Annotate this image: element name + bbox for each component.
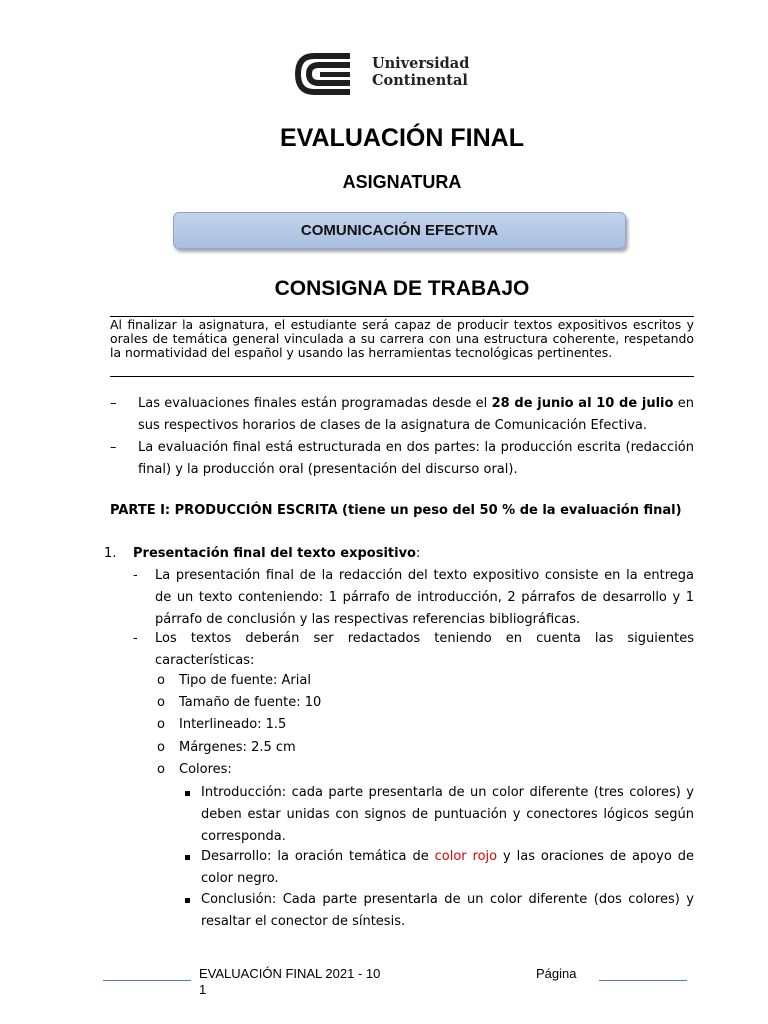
- circle-bullet: o: [157, 695, 165, 710]
- dash-marker: -: [133, 631, 138, 646]
- color-item-text: Desarrollo: la oración temática de: [201, 849, 435, 864]
- sub-bullet-presentation: [133, 565, 694, 631]
- color-item-text-end: y las oraciones de apoyo de color negro.: [201, 849, 694, 886]
- section-title: CONSIGNA DE TRABAJO: [274, 277, 530, 300]
- footer-label: EVALUACIÓN FINAL 2021 - 10: [199, 966, 381, 981]
- bullet-date-range: 28 de junio al 10 de julio: [491, 396, 674, 411]
- item-colon: :: [415, 546, 421, 561]
- red-highlight-text: color rojo: [434, 849, 498, 864]
- spec-text: Interlineado: 1.5: [179, 717, 287, 732]
- footer-left-rule: [103, 980, 191, 981]
- color-item-text: Introducción: cada parte presentarla de un color diferente (tres colores) y deben estar unidas con signos de puntuación y conectores lógicos según corresponda.: [201, 785, 694, 844]
- logo-line-2: Continental: [372, 72, 468, 89]
- course-name: COMUNICACIÓN EFECTIVA: [300, 222, 499, 239]
- spec-line-spacing: [157, 714, 286, 736]
- bullet-text: Las evaluaciones finales están programadas desde el: [138, 396, 492, 411]
- dash-marker: –: [110, 396, 117, 411]
- university-logo-text: [372, 55, 469, 89]
- bullet-structure: [110, 437, 694, 481]
- square-bullet-icon: [185, 791, 190, 796]
- logo-line-1: Universidad: [372, 55, 470, 72]
- color-item-text: Conclusión: Cada parte presentarla de un color diferente (dos colores) y resaltar el conector de síntesis.: [201, 892, 694, 929]
- spec-text: Colores:: [179, 762, 232, 777]
- item-title: Presentación final del texto expositivo: [133, 546, 416, 561]
- bullet-text: La evaluación final está estructurada en dos partes: la producción escrita (redacción final) y la producción oral (presentación del discurso oral).: [138, 440, 694, 477]
- dash-marker: -: [133, 568, 138, 583]
- sub-bullet-text: La presentación final de la redacción del texto expositivo consiste en la entrega de un texto conteniendo: 1 párrafo de introducción, 2 párrafos de desarrollo y 1 párrafo de conclusión y las respectivas referencias bibliográficas.: [155, 568, 694, 627]
- learning-outcome-text: Al finalizar la asignatura, el estudiante será capaz de producir textos expositivos escritos y orales de temática general vinculada a su carrera con una estructura coherente, respetando la normatividad del español y usando las herramientas tecnológicas pertinentes.: [110, 317, 694, 361]
- sub-bullet-text: Los textos deberán ser redactados teniendo en cuenta las siguientes características:: [155, 631, 694, 668]
- item-title-row: [133, 543, 420, 565]
- spec-colors: [157, 759, 232, 781]
- color-intro-item: [183, 782, 694, 848]
- subject-label: ASIGNATURA: [342, 172, 462, 192]
- circle-bullet: o: [157, 740, 165, 755]
- color-development-item: [183, 846, 694, 890]
- spec-font-type: [157, 670, 311, 692]
- spec-font-size: [157, 692, 321, 714]
- footer-right-rule: [599, 980, 687, 981]
- circle-bullet: o: [157, 717, 165, 732]
- bullet-schedule: [110, 393, 694, 437]
- square-bullet-icon: [185, 898, 190, 903]
- sub-bullet-format: [133, 628, 694, 672]
- document-title: EVALUACIÓN FINAL: [280, 124, 524, 152]
- square-bullet-icon: [185, 855, 190, 860]
- bullet-text-end: en sus respectivos horarios de clases de la asignatura de Comunicación Efectiva.: [138, 396, 694, 433]
- footer-page-number: 1: [199, 982, 207, 997]
- course-name-box: [173, 212, 626, 249]
- dash-marker: –: [110, 440, 117, 455]
- circle-bullet: o: [157, 673, 165, 688]
- spec-text: Tipo de fuente: Arial: [179, 673, 311, 688]
- spec-text: Tamaño de fuente: 10: [179, 695, 322, 710]
- intro-bottom-rule: [110, 376, 694, 377]
- spec-text: Márgenes: 2.5 cm: [179, 740, 296, 755]
- spec-margins: [157, 737, 296, 759]
- circle-bullet: o: [157, 762, 165, 777]
- color-conclusion-item: [183, 889, 694, 933]
- item-number: 1.: [104, 546, 117, 561]
- part-one-heading: PARTE I: PRODUCCIÓN ESCRITA (tiene un peso del 50 % de la evaluación final): [110, 503, 682, 518]
- footer-page-label: Página: [536, 966, 577, 981]
